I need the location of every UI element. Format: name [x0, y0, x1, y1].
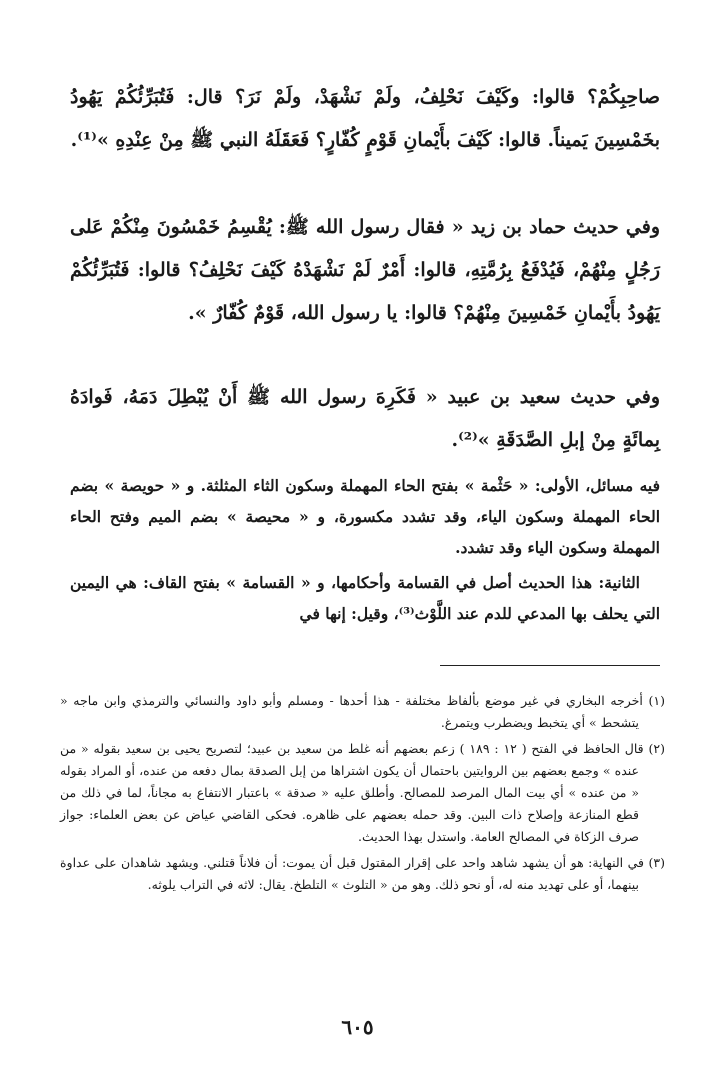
hadith-paragraph-3: وفي حديث سعيد بن عبيد « فَكَرِهَ رسول الله ﷺ أَنْ يُبْطِلَ دَمَهُ، فَوادَهُ بِمائَةٍ مِنْ إبلِ الصَّدَقَةِ »⁽²⁾.: [70, 386, 660, 451]
footnote-divider: [440, 665, 660, 666]
footnotes-section: [60, 690, 665, 900]
hadith-paragraph-1: صاحِبِكُمْ؟ قالوا: وكَيْفَ نَحْلِفُ، ولَمْ نَشْهَدْ، ولَمْ نَرَ؟ قال: فَتُبَرِّئُكُمْ يَهُودُ بخَمْسِينَ يَميناً. قالوا: كَيْفَ بأَيْمانِ قَوْمٍ كُفّارٍ؟ فَعَقَلَهُ النبي ﷺ مِنْ عِنْدِهِ »⁽¹⁾.: [70, 86, 660, 151]
footnote-3: (٣) في النهاية: هو أن يشهد شاهد واحد على إقرار المقتول قبل أن يموت: أن فلاناً قتلني. ويشهد شاهدان على عداوة بينهما، أو على تهديد منه له، أو نحو ذلك. وهو من « التلوث » التلطخ. يقال: لاثه في التراب يلوثه.: [60, 855, 665, 892]
page-number: ٦٠٥: [341, 1015, 374, 1039]
commentary-paragraph-1: فيه مسائل، الأولى: « حَثْمة » بفتح الحاء المهملة وسكون الثاء المثلثة. و « حويصة » بضم الحاء المهملة وسكون الياء، وقد تشدد مكسورة، و « محيصة » بضم الميم وفتح الحاء المهملة وسكون الياء وقد تشدد.: [70, 476, 660, 557]
footnote-2: (٢) قال الحافظ في الفتح ( ١٢ : ١٨٩ ) زعم بعضهم أنه غلط من سعيد بن عبيد؛ لتصريح يحيى بن سعيد بقوله « من عنده » وجمع بعضهم بين الروايتين باحتمال أن يكون اشتراها من إبل الصدقة بمال دفعه من عنده، أو المراد بقوله « من عنده » أي بيت المال المرصد للمصالح. وأطلق عليه « صدقة » باعتبار الانتفاع به مجاناً، لما في ذلك من قطع المنازعة وإصلاح ذات البين. وقد حمله بعضهم على ظاهره. فحكى القاضي عياض عن بعض العلماء: جواز صرف الزكاة في المصالح العامة. واستدل بهذا الحديث.: [60, 741, 665, 844]
footnote-1: (١) أخرجه البخاري في غير موضع بألفاظ مختلفة - هذا أحدها - ومسلم وأبو داود والنسائي والترمذي وابن ماجه « يتشحط » أي يتخبط ويضطرب ويتمرغ.: [60, 693, 665, 730]
commentary-paragraph-2: الثانية: هذا الحديث أصل في القسامة وأحكامها، و « القسامة » بفتح القاف: هي اليمين التي يحلف بها المدعي للدم عند اللَّوْث⁽³⁾، وقيل: إنها في: [70, 573, 660, 623]
hadith-paragraph-2: وفي حديث حماد بن زيد « فقال رسول الله ﷺ: يُقْسِمُ خَمْسُونَ مِنْكُمْ عَلى رَجُلٍ مِنْهُمْ، فَيُدْفَعُ بِرُمَّتِهِ، قالوا: أَمْرٌ لَمْ نَشْهَدْهُ كَيْفَ نَحْلِفُ؟ قالوا: فَتُبَرِّئُكُمْ يَهُودُ بأَيْمانِ خَمْسِينَ مِنْهُمْ؟ قالوا: يا رسول الله، قَوْمٌ كُفّارٌ ».: [70, 216, 660, 324]
